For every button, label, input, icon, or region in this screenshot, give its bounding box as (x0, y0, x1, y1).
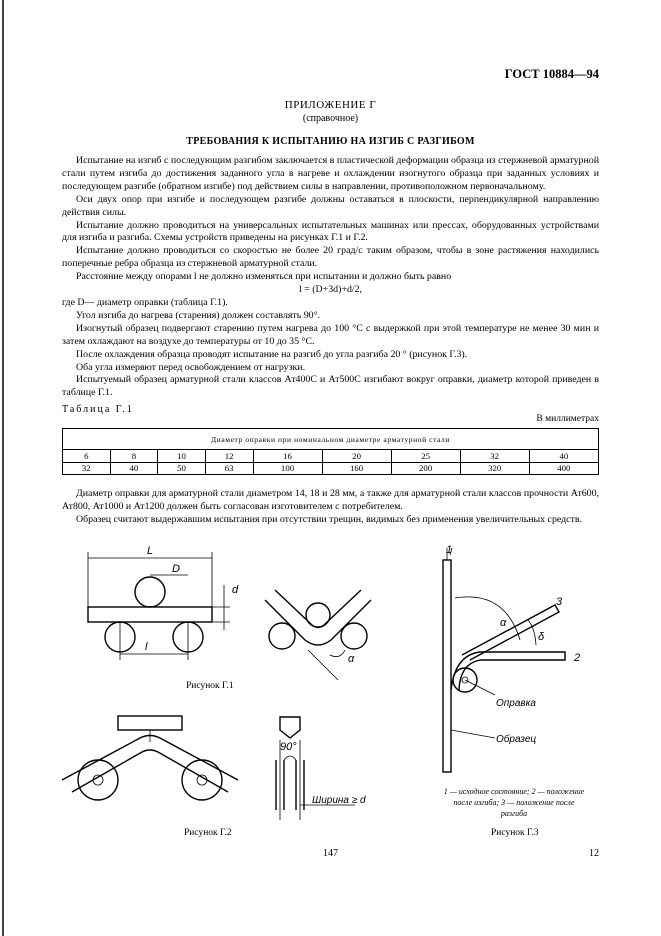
table-cell: 32 (63, 462, 111, 475)
table-cell: 6 (63, 450, 111, 463)
table-cell: 12 (205, 450, 253, 463)
label-1: 1 (446, 544, 453, 556)
standard-code: ГОСТ 10884—94 (504, 67, 599, 81)
paragraph: Изогнутый образец подвергают старению путем нагрева до 100 °С с выдержкой при этой температуре не менее 30 мин и затем охлаждают на воздухе до температуры от 10 до 35 °С. (62, 322, 599, 347)
table-cell: 8 (110, 450, 158, 463)
label-angle-90: 90° (280, 741, 297, 753)
fig1-caption: Рисунок Г.1 (186, 681, 234, 691)
appendix-title: ПРИЛОЖЕНИЕ Г (284, 99, 377, 111)
fig3-caption: Рисунок Г.3 (491, 828, 539, 838)
paragraph: Расстояние между опорами l не должно изменяться при испытании и должно быть равно (76, 271, 452, 283)
paragraph: Образец считают выдержавшим испытания при отсутствии трещин, видимых без применения увеличительных средств. (76, 513, 582, 525)
paragraph: Оба угла измеряют перед освобождением от нагрузки. (76, 361, 306, 373)
table-cell: 40 (110, 462, 158, 475)
paragraph: где D— диаметр оправки (таблица Г.1). (62, 296, 228, 308)
label-mandrel: Оправка (496, 698, 536, 709)
paragraph: Испытуемый образец арматурной стали классов Ат400С и Ат500С изгибают вокруг оправки, диаметр которой приведен в таблице Г.1. (62, 374, 599, 399)
label-alpha: α (348, 653, 355, 665)
label-delta: δ (538, 631, 545, 643)
label-3: 3 (556, 596, 563, 608)
table-cell: 20 (322, 450, 391, 463)
paragraph: Угол изгиба до нагрева (старения) должен составлять 90°. (76, 309, 320, 321)
label-D: D (172, 563, 180, 575)
label-d: d (232, 584, 239, 596)
page-number: 147 (323, 848, 338, 859)
paragraph: Испытание должно проводиться на универсальных испытательных машинах или прессах, оборудованных устройствами для изгиба и разгиба. Схемы устройств приведены на рисунках Г.1 и Г.2. (62, 219, 599, 244)
paragraph: Диаметр оправки для арматурной стали диаметром 14, 18 и 28 мм, а также для арматурной стали классов прочности Ат600, Ат800, Ат1000 и Ат1200 должен быть согласован изготовителем с потребителем. (62, 488, 599, 512)
table-cell: 10 (158, 450, 206, 463)
label-2: 2 (574, 652, 581, 664)
label-alpha-g3: α (500, 617, 507, 629)
table-cell: 50 (158, 462, 206, 475)
formula: l = (D+3d)+d/2, (298, 284, 363, 296)
label-L: L (147, 545, 154, 557)
paragraph: После охлаждения образца проводят испытание на разгиб до угла разгиба 20 ° (рисунок Г.3). (76, 348, 468, 360)
section-heading: ТРЕБОВАНИЯ К ИСПЫТАНИЮ НА ИЗГИБ С РАЗГИБОМ (186, 136, 475, 147)
table-cell: 32 (460, 450, 529, 463)
fig3-legend: 1 — исходное состояние; 2 — положение после изгиба; 3 — положение после разгиба (443, 787, 585, 818)
table-header: Диаметр оправки при номинальном диаметре арматурной стали (63, 429, 599, 450)
sheet-number: 12 (589, 848, 599, 859)
table-cell: 160 (322, 462, 391, 475)
table-cell: 63 (205, 462, 253, 475)
table-cell: 400 (529, 462, 598, 475)
paragraph: Оси двух опор при изгибе и последующем разгибе должны оставаться в плоскости, перпендикулярной направлению действия силы. (62, 193, 599, 218)
label-l: l (145, 641, 148, 653)
table-cell: 100 (253, 462, 322, 475)
fig2-caption: Рисунок Г.2 (184, 828, 232, 838)
table-cell: 16 (253, 450, 322, 463)
table-cell: 40 (529, 450, 598, 463)
table-cell: 320 (460, 462, 529, 475)
label-width: Ширина ≥ d (312, 795, 366, 806)
paragraph: Испытание должно проводиться со скоростью не более 20 град/с таким образом, чтобы в зоне растяжения находились поперечные ребра образца из стержневой арматурной стали. (62, 245, 599, 270)
label-sample: Образец (496, 734, 537, 745)
table-label: Таблица Г.1 (62, 404, 134, 415)
table-cell: 25 (391, 450, 460, 463)
paragraph: Испытание на изгиб с последующим разгибом заключается в пластической деформации образца из стержневой арматурной стали путем изгиба до достижения заданного угла в нагреве и охлаждении изогнутого образца при заданных условиях и последующем разгибе (обратном изгибе) под действием силы в направлении, противоположном первоначальному. (62, 155, 599, 192)
appendix-subtitle: (справочное) (302, 113, 359, 124)
table-cell: 200 (391, 462, 460, 475)
table-unit: В миллиметрах (536, 414, 599, 424)
